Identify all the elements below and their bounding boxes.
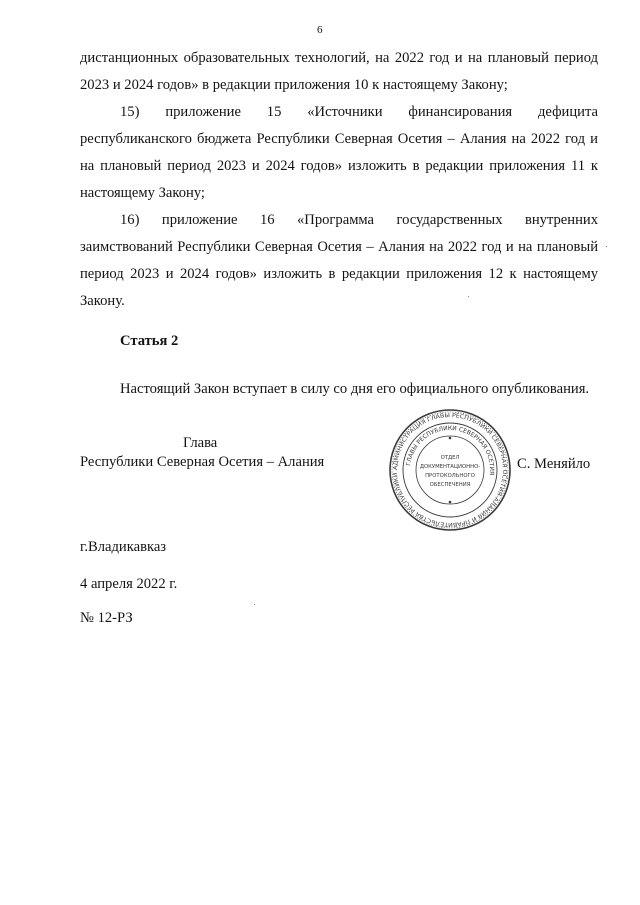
text-line: республиканского бюджета Республики Северная Осетия – Алания на 2022 год и — [80, 131, 598, 147]
official-seal-icon — [388, 408, 512, 532]
text-line: Закону. — [80, 293, 125, 309]
signer-organization: Республики Северная Осетия – Алания — [80, 454, 325, 470]
seal-outer-text: АДМИНИСТРАЦИЯ ГЛАВЫ РЕСПУБЛИКИ СЕВЕРНАЯ ОСЕТИЯ-АЛАНИЯ И ПРАВИТЕЛЬСТВА РЕСПУБЛИКИ — [392, 412, 508, 528]
text-line: 15) приложение 15 «Источники финансирования дефицита — [120, 104, 598, 120]
text-line: заимствований Республики Северная Осетия – Алания на 2022 год и на плановый — [80, 239, 598, 255]
text-line: 2023 и 2024 годов» в редакции приложения 10 к настоящему Закону; — [80, 77, 508, 93]
page-number: 6 — [317, 24, 323, 36]
seal-center-line: ОТДЕЛ — [440, 455, 460, 461]
text-line: 16) приложение 16 «Программа государственных внутренних — [120, 212, 598, 228]
text-line: настоящему Закону; — [80, 185, 205, 201]
signer-name: С. Меняйло — [517, 456, 591, 472]
text-line: период 2023 и 2024 годов» изложить в редакции приложения 12 к настоящему — [80, 266, 598, 282]
place-of-signing: г.Владикавказ — [80, 539, 167, 555]
scan-speck — [254, 604, 255, 605]
scan-speck — [468, 296, 469, 297]
seal-center-line: ПРОТОКОЛЬНОГО — [425, 473, 475, 479]
paragraph-continuation — [80, 45, 598, 99]
paragraph-item-15 — [80, 99, 598, 207]
seal-center-line: ДОКУМЕНТАЦИОННО- — [419, 464, 481, 470]
paragraph-item-16 — [80, 207, 598, 315]
article-title: Статья 2 — [120, 333, 179, 349]
article-text: Настоящий Закон вступает в силу со дня его официального опубликования. — [120, 381, 590, 397]
signature-block — [80, 434, 330, 472]
signing-date: 4 апреля 2022 г. — [80, 576, 178, 592]
seal-inner-text: ГЛАВЫ РЕСПУБЛИКИ СЕВЕРНАЯ ОСЕТИЯ — [405, 424, 496, 476]
law-number: № 12-РЗ — [80, 610, 133, 626]
seal-center-line: ОБЕСПЕЧЕНИЯ — [429, 482, 471, 488]
text-line: дистанционных образовательных технологий, на 2022 год и на плановый период — [80, 50, 598, 66]
text-line: на плановый период 2023 и 2024 годов» изложить в редакции приложения 11 к — [80, 158, 598, 174]
body-text — [80, 45, 598, 315]
seal-star-icon — [449, 437, 452, 440]
scan-speck — [606, 246, 607, 247]
seal-star-icon — [449, 501, 452, 504]
signer-position: Глава — [183, 435, 218, 451]
